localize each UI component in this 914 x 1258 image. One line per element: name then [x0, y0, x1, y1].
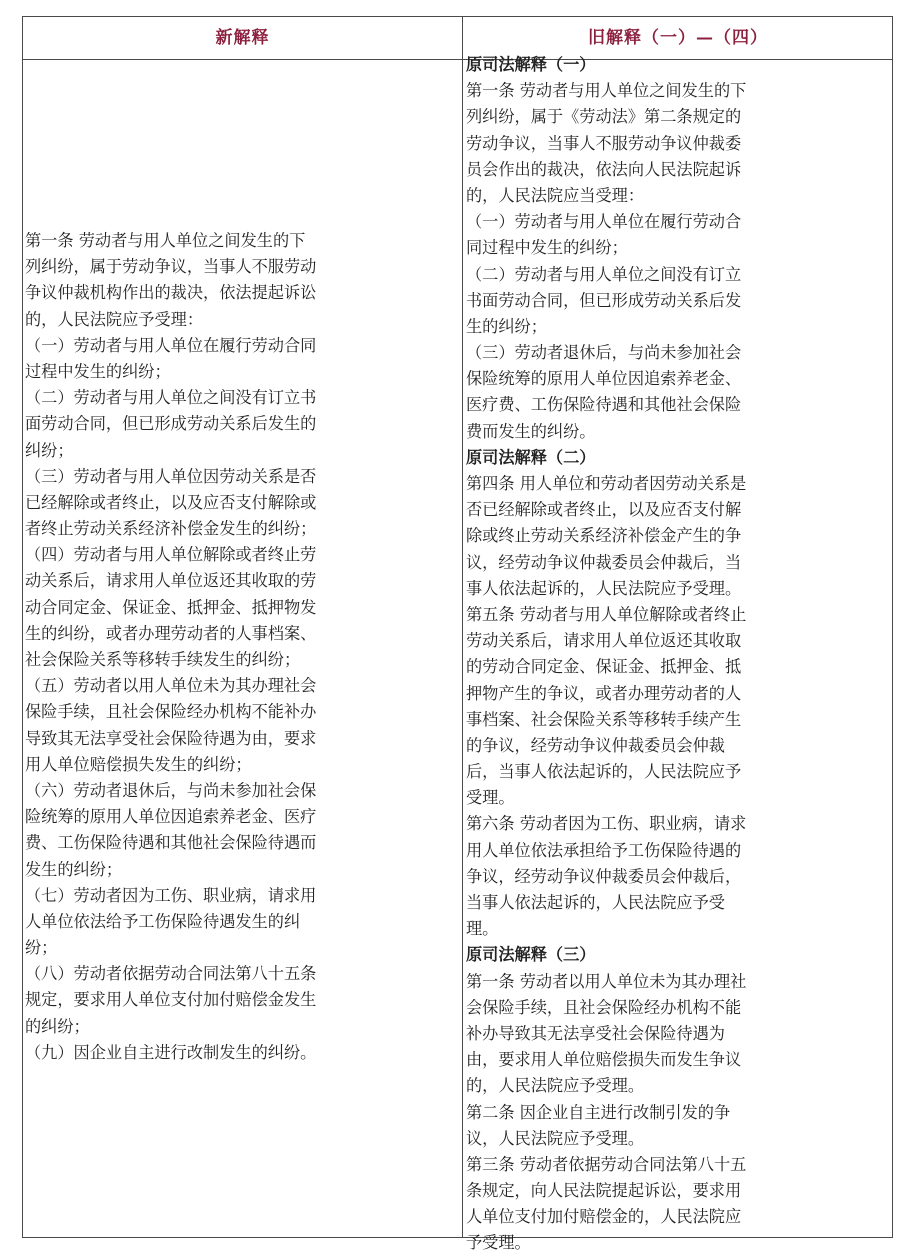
- text-line: 第一条 劳动者与用人单位之间发生的下: [466, 81, 747, 101]
- text-line: 人单位支付加付赔偿金的，人民法院应: [466, 1207, 742, 1227]
- text-line: 劳动关系后，请求用人单位返还其收取: [466, 631, 742, 651]
- text-line: 生的纠纷；: [466, 316, 547, 336]
- text-line: 书面劳动合同，但已形成劳动关系后发: [466, 290, 742, 310]
- text-line: 社会保险关系等移转手续发生的纠纷；: [25, 650, 301, 669]
- text-line: 押物产生的争议，或者办理劳动者的人: [466, 683, 742, 703]
- text-line: 用人单位赔偿损失发生的纠纷；: [25, 754, 252, 774]
- text-line: 费而发生的纠纷。: [466, 421, 596, 441]
- text-line: （五）劳动者以用人单位未为其办理社会: [25, 676, 317, 696]
- text-line: 面劳动合同，但已形成劳动关系后发生的: [25, 414, 317, 434]
- text-line: 第一条 劳动者与用人单位之间发生的下: [25, 231, 306, 250]
- old-interpretation-text: [466, 52, 746, 1257]
- text-line: 后，当事人依法起诉的，人民法院应予: [466, 762, 742, 782]
- text-line: 第三条 劳动者依据劳动合同法第八十五: [466, 1154, 747, 1174]
- header-divider: [23, 59, 892, 60]
- section-heading: 原司法解释（一）: [466, 55, 596, 74]
- text-line: 列纠纷，属于劳动争议，当事人不服劳动: [25, 257, 317, 277]
- text-line: 费、工伤保险待遇和其他社会保险待遇而: [25, 833, 317, 853]
- text-line: 事人依法起诉的，人民法院应予受理。: [466, 578, 742, 598]
- text-line: 人单位依法给予工伤保险待遇发生的纠: [25, 911, 301, 931]
- text-line: （九）因企业自主进行改制发生的纠纷。: [25, 1042, 317, 1062]
- text-line: （七）劳动者因为工伤、职业病，请求用: [25, 885, 317, 905]
- text-line: 争议，经劳动争议仲裁委员会仲裁后，: [466, 866, 742, 886]
- text-line: 医疗费、工伤保险待遇和其他社会保险: [466, 395, 742, 415]
- text-line: 补办导致其无法享受社会保险待遇为: [466, 1023, 725, 1043]
- text-line: 议，人民法院应予受理。: [466, 1128, 645, 1148]
- text-line: （一）劳动者与用人单位在履行劳动合同: [25, 335, 317, 355]
- text-line: 员会作出的裁决，依法向人民法院起诉: [466, 159, 742, 179]
- text-line: 第二条 因企业自主进行改制引发的争: [466, 1102, 731, 1122]
- text-line: 会保险手续，且社会保险经办机构不能: [466, 997, 742, 1017]
- text-line: （三）劳动者与用人单位因劳动关系是否: [25, 466, 317, 486]
- section-heading: 原司法解释（二）: [466, 447, 596, 467]
- text-line: 纠纷；: [25, 440, 74, 460]
- text-line: 已经解除或者终止，以及应否支付解除或: [25, 492, 317, 512]
- text-line: 第六条 劳动者因为工伤、职业病，请求: [466, 814, 747, 834]
- text-line: 予受理。: [466, 1233, 531, 1253]
- text-line: 发生的纠纷；: [25, 859, 123, 879]
- text-line: 事档案、社会保险关系等移转手续产生: [466, 709, 742, 729]
- text-line: 受理。: [466, 788, 515, 808]
- text-line: 者终止劳动关系经济补偿金发生的纠纷；: [25, 519, 317, 539]
- text-line: 的纠纷；: [25, 1016, 90, 1036]
- text-line: 由，要求用人单位赔偿损失而发生争议: [466, 1050, 742, 1070]
- text-line: 纷；: [25, 938, 58, 958]
- text-line: 导致其无法享受社会保险待遇为由，要求: [25, 728, 317, 748]
- text-line: 同过程中发生的纠纷；: [466, 238, 628, 258]
- text-line: 除或终止劳动关系经济补偿金产生的争: [466, 526, 742, 546]
- column-divider: [462, 17, 463, 1237]
- header-old-interpretation: 旧解释（一）—（四）: [588, 28, 768, 48]
- text-line: 的劳动合同定金、保证金、抵押金、抵: [466, 657, 742, 677]
- text-line: 理。: [466, 919, 499, 939]
- text-line: 保险手续，且社会保险经办机构不能补办: [25, 702, 317, 722]
- text-line: 的，人民法院应予受理。: [466, 1076, 645, 1096]
- text-line: 动合同定金、保证金、抵押金、抵押物发: [25, 597, 317, 617]
- text-line: 第五条 劳动者与用人单位解除或者终止: [466, 604, 747, 624]
- header-new-interpretation: 新解释: [215, 28, 270, 48]
- text-line: 的争议，经劳动争议仲裁委员会仲裁: [466, 735, 725, 755]
- text-line: 规定，要求用人单位支付加付赔偿金发生: [25, 990, 317, 1010]
- text-line: 第四条 用人单位和劳动者因劳动关系是: [466, 474, 747, 493]
- text-line: （四）劳动者与用人单位解除或者终止劳: [25, 545, 317, 565]
- text-line: 争议仲裁机构作出的裁决，依法提起诉讼: [25, 283, 317, 303]
- text-line: 列纠纷，属于《劳动法》第二条规定的: [466, 107, 742, 127]
- text-line: 保险统筹的原用人单位因追索养老金、: [466, 369, 742, 389]
- text-line: （三）劳动者退休后，与尚未参加社会: [466, 343, 742, 363]
- text-line: 的，人民法院应予受理：: [25, 309, 204, 329]
- text-line: （二）劳动者与用人单位之间没有订立: [466, 264, 742, 284]
- section-heading: 原司法解释（三）: [466, 945, 596, 965]
- text-line: 用人单位依法承担给予工伤保险待遇的: [466, 840, 742, 860]
- text-line: 劳动争议，当事人不服劳动争议仲裁委: [466, 133, 742, 153]
- text-line: （八）劳动者依据劳动合同法第八十五条: [25, 964, 317, 984]
- text-line: 条规定，向人民法院提起诉讼，要求用: [466, 1181, 742, 1201]
- text-line: 第一条 劳动者以用人单位未为其办理社: [466, 971, 747, 991]
- text-line: 否已经解除或者终止，以及应否支付解: [466, 500, 742, 520]
- text-line: （一）劳动者与用人单位在履行劳动合: [466, 212, 742, 232]
- text-line: 议，经劳动争议仲裁委员会仲裁后，当: [466, 552, 742, 572]
- text-line: 生的纠纷，或者办理劳动者的人事档案、: [25, 623, 317, 643]
- text-line: （二）劳动者与用人单位之间没有订立书: [25, 388, 317, 408]
- text-line: 险统筹的原用人单位因追索养老金、医疗: [25, 807, 317, 827]
- new-interpretation-text: [25, 228, 316, 1066]
- text-line: 当事人依法起诉的，人民法院应予受: [466, 893, 725, 912]
- text-line: 的，人民法院应当受理：: [466, 185, 645, 205]
- text-line: 动关系后，请求用人单位返还其收取的劳: [25, 571, 317, 591]
- text-line: 过程中发生的纠纷；: [25, 361, 171, 381]
- text-line: （六）劳动者退休后，与尚未参加社会保: [25, 780, 317, 800]
